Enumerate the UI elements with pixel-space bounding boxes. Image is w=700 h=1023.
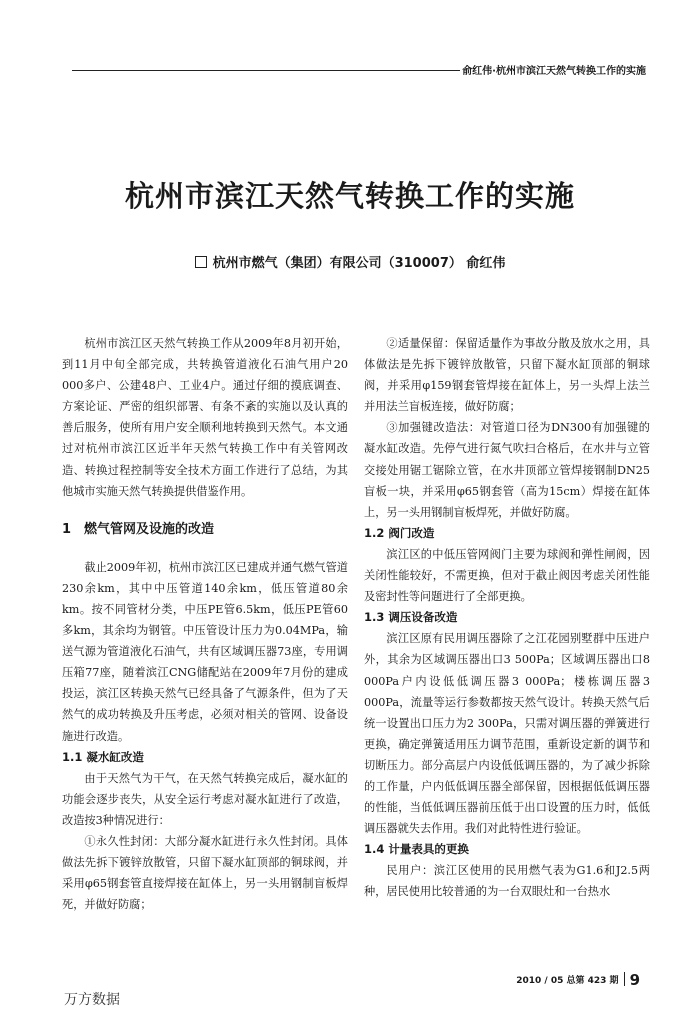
subsection-1-3-heading: 1.3 调压设备改造 bbox=[364, 610, 458, 625]
subsection-1-2-heading: 1.2 阀门改造 bbox=[364, 525, 435, 540]
right-column bbox=[364, 333, 650, 903]
article-title: 杭州市滨江天然气转换工作的实施 bbox=[124, 179, 575, 213]
subsection-1-1-item-3: ③加强键改造法：对管道口径为DN300有加强键的凝水缸改造。先停气进行氮气吹扫合格后，在水井与立管交接处用锯工锯除立管，在水井顶部立管焊接钢制DN25盲板一块，并采用φ65钢套管（高为15cm）焊接在缸体上，另一头用钢制盲板焊死，并做好防腐。 bbox=[364, 421, 650, 519]
watermark: 万方数据 bbox=[64, 992, 120, 1008]
intro-paragraph: 杭州市滨江区天然气转换工作从2009年8月初开始，到11月中旬全部完成，共转换管道液化石油气用户20 000多户、公建48户、工业4户。通过仔细的摸底调查、方案论证、严密的组织部署、有条不紊的实施以及认真的善后服务，使所有用户安全顺利地转换到天然气。本文通过对杭州市滨江区近半年天然气转换工作中有关管网改造、转换过程控制等安全技术方面工作进行了总结，为其他城市实施天然气转换提供借鉴作用。 bbox=[62, 337, 348, 498]
subsection-1-1-item-2: ②适量保留：保留适量作为事故分散及放水之用，具体做法是先拆下镀锌放散管，只留下凝水缸顶部的铜球阀，并采用φ159钢套管焊接在缸体上，另一头焊上法兰并用法兰盲板连接，做好防腐； bbox=[364, 337, 650, 414]
section-1-number: 1 bbox=[62, 521, 72, 537]
running-head: 俞红伟·杭州市滨江天然气转换工作的实施 bbox=[462, 66, 646, 77]
subsection-1-3-paragraph: 滨江区原有民用调压器除了之江花园别墅群中压进户外，其余为区域调压器出口3 500Pa；区域调压器出口8 000Pa户内设低低调压器3 000Pa；楼栋调压器3 000Pa，流量等运行参数都按天然气设计。转换天然气后统一设置出口压力为2 300Pa，只需对调压器的弹簧进行更换，确定弹簧适用压力调节范围，重新设定新的调节和切断压力。部分高层户内设低低调压器的，为了减少拆除的工作量，户内低低调压器全部保留，因根据低低调压器的性能，当低低调压器前压低于出口设置的压力时，低低调压器就失去作用。我们对此特性进行验证。 bbox=[364, 632, 650, 836]
section-1-title: 燃气管网及设施的改造 bbox=[84, 521, 215, 537]
page-number: 9 bbox=[629, 971, 640, 989]
subsection-1-2-paragraph: 滨江区的中低压管网阀门主要为球阀和弹性闸阀，因关闭性能较好，不需更换，但对于截止阀因考虑关闭性能及密封性等问题进行了全部更换。 bbox=[364, 547, 650, 604]
subsection-1-1-paragraph: 由于天然气为干气，在天然气转换完成后，凝水缸的功能会逐步丧失，从安全运行考虑对凝水缸进行了改造，改造按3种情况进行： bbox=[62, 771, 348, 827]
subsection-1-4-heading: 1.4 计量表具的更换 bbox=[364, 842, 469, 857]
subsection-1-1-heading: 1.1 凝水缸改造 bbox=[62, 749, 144, 764]
header-rule bbox=[72, 70, 460, 71]
square-bullet-icon bbox=[195, 256, 207, 268]
issue-info: 2010 / 05 总第 423 期 bbox=[516, 976, 619, 986]
subsection-1-1-item-1: ①永久性封闭：大部分凝水缸进行永久性封闭。具体做法先拆下镀锌放散管，只留下凝水缸顶部的铜球阀，并采用φ65钢套管直接焊接在缸体上，另一头用钢制盲板焊死，并做好防腐； bbox=[62, 834, 348, 912]
footer-divider bbox=[624, 972, 625, 986]
byline bbox=[0, 252, 700, 271]
section-1-paragraph: 截止2009年初，杭州市滨江区已建成并通气燃气管道230余km，其中中压管道140余km，低压管道80余km。按不同管材分类，中压PE管6.5km，低压PE管60多km，其余均为钢管。中压管设计压力为0.04MPa，输送气源为管道液化石油气，共有区域调压器73座，专用调压箱77座，随着滨江CNG储配站在2009年7月份的建成投运，滨江区转换天然气已经具备了气源条件，但为了天然气的成功转换及升压考虑，必须对相关的管网、设备设施进行改造。 bbox=[62, 560, 348, 743]
subsection-1-4-paragraph: 民用户：滨江区使用的民用燃气表为G1.6和J2.5两种，居民使用比较普通的为一台双眼灶和一台热水 bbox=[364, 864, 650, 899]
section-1-heading bbox=[62, 519, 348, 541]
left-column bbox=[62, 333, 348, 915]
byline-text: 杭州市燃气（集团）有限公司（310007） 俞红伟 bbox=[212, 256, 506, 271]
page-footer bbox=[516, 971, 640, 989]
